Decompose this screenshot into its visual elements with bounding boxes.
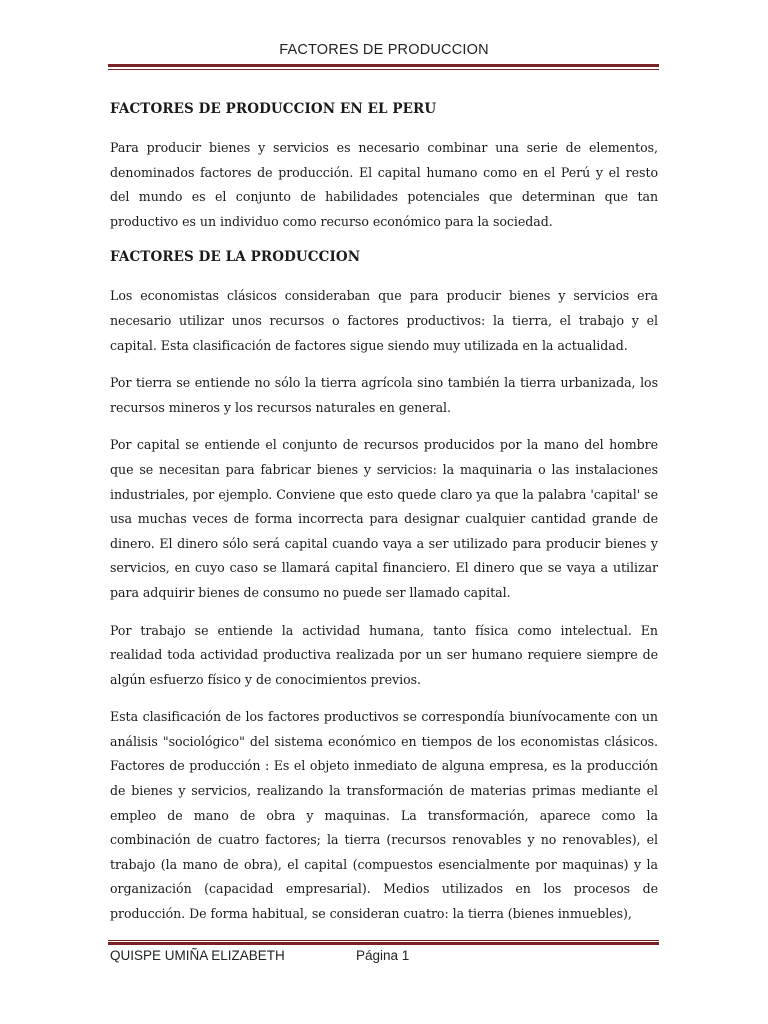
paragraph: Para producir bienes y servicios es necesario combinar una serie de elementos, denominados factores de producción. El capital humano como en el Perú y el resto del mundo es el conjunto de habilidades potenciales que determinan que tan productivo es un individuo como recurso económico para la sociedad. [110, 140, 658, 229]
page-header-title: FACTORES DE PRODUCCION [279, 42, 489, 58]
section-heading: FACTORES DE PRODUCCION EN EL PERU [110, 101, 437, 117]
header-rule [108, 64, 659, 67]
paragraph: Por tierra se entiende no sólo la tierra agrícola sino también la tierra urbanizada, los recursos mineros y los recursos naturales en general. [110, 375, 658, 415]
footer-rule [108, 942, 659, 945]
footer-rule-thin [108, 940, 659, 941]
document-body [110, 99, 658, 940]
footer-page-number: Página 1 [356, 948, 410, 963]
paragraph: Por trabajo se entiende la actividad humana, tanto física como intelectual. En realidad toda actividad productiva realizada por un ser humano requiere siempre de algún esfuerzo físico y de conocimientos previos. [110, 622, 658, 687]
paragraph: Los economistas clásicos consideraban que para producir bienes y servicios era necesario utilizar unos recursos o factores productivos: la tierra, el trabajo y el capital. Esta clasificación de factores sigue siendo muy utilizada en la actualidad. [110, 288, 658, 353]
footer-author: QUISPE UMIÑA ELIZABETH [110, 948, 285, 963]
header-rule-thin [108, 69, 659, 70]
paragraph: Por capital se entiende el conjunto de recursos producidos por la mano del hombre que se necesitan para fabricar bienes y servicios: la maquinaria o las instalaciones industriales, por ejemplo. Conviene que esto quede claro ya que la palabra 'capital' se usa muchas veces de forma incorrecta para designar cualquier cantidad grande de dinero. El dinero sólo será capital cuando vaya a ser utilizado para producir bienes y servicios, en cuyo caso se llamará capital financiero. El dinero que se vaya a utilizar para adquirir bienes de consumo no puede ser llamado capital. [110, 437, 658, 600]
paragraph: Esta clasificación de los factores productivos se correspondía biunívocamente con un análisis "sociológico" del sistema económico en tiempos de los economistas clásicos. Factores de producción : Es el objeto inmediato de alguna empresa, es la producción de bienes y servicios, realizando la transformación de materias primas mediante el empleo de mano de obra y maquinas. La transformación, aparece como la combinación de cuatro factores; la tierra (recursos renovables y no renovables), el trabajo (la mano de obra), el capital (compuestos esencialmente por maquinas) y la organización (capacidad empresarial). Medios utilizados en los procesos de producción. De forma habitual, se consideran cuatro: la tierra (bienes inmuebles), [110, 709, 658, 922]
section-heading: FACTORES DE LA PRODUCCION [110, 249, 361, 266]
